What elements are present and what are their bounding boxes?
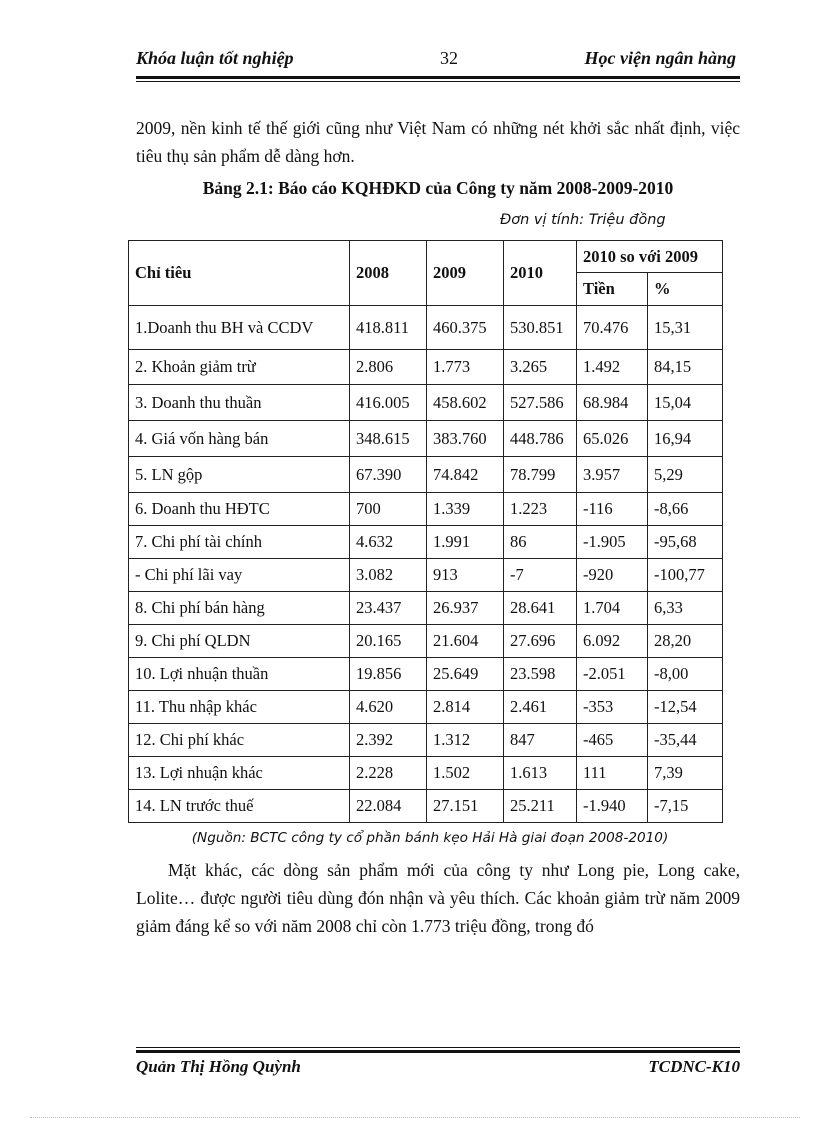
body-paragraph: Mặt khác, các dòng sản phẩm mới của công ty như Long pie, Long cake, Lolite… được người tiêu dùng đón nhận và yêu thích. Các khoản giảm trừ năm 2009 giảm đáng kể so với năm 2008 chỉ còn 1.773 triệu đồng, trong đó — [136, 860, 740, 936]
cell-y2009: 25.649 — [427, 658, 504, 691]
cell-name: 2. Khoản giảm trừ — [129, 350, 350, 385]
cell-y2008: 700 — [350, 493, 427, 526]
table-row — [129, 691, 723, 724]
table-row — [129, 592, 723, 625]
cell-y2010: 3.265 — [504, 350, 577, 385]
cell-money: -353 — [577, 691, 648, 724]
table-row — [129, 421, 723, 457]
cell-percent: 28,20 — [648, 625, 723, 658]
cell-y2010: 86 — [504, 526, 577, 559]
cell-name: 8. Chi phí bán hàng — [129, 592, 350, 625]
cell-y2008: 23.437 — [350, 592, 427, 625]
table-row — [129, 526, 723, 559]
table-row — [129, 658, 723, 691]
cell-percent: -100,77 — [648, 559, 723, 592]
header-2008: 2008 — [350, 241, 427, 306]
cell-y2009: 1.502 — [427, 757, 504, 790]
cell-money: 1.492 — [577, 350, 648, 385]
header-money: Tiền — [577, 273, 648, 306]
cell-name: 6. Doanh thu HĐTC — [129, 493, 350, 526]
page-bottom-edge — [30, 1117, 800, 1118]
header-percent: % — [648, 273, 723, 306]
cell-y2009: 1.773 — [427, 350, 504, 385]
cell-name: 1.Doanh thu BH và CCDV — [129, 306, 350, 350]
cell-y2009: 1.991 — [427, 526, 504, 559]
cell-money: 68.984 — [577, 385, 648, 421]
cell-y2010: 23.598 — [504, 658, 577, 691]
table-row — [129, 457, 723, 493]
cell-y2008: 22.084 — [350, 790, 427, 823]
cell-money: -116 — [577, 493, 648, 526]
cell-money: 65.026 — [577, 421, 648, 457]
cell-y2009: 2.814 — [427, 691, 504, 724]
cell-money: 6.092 — [577, 625, 648, 658]
table-row — [129, 385, 723, 421]
cell-name: 5. LN gộp — [129, 457, 350, 493]
footer-rule — [136, 1050, 740, 1053]
cell-percent: 15,31 — [648, 306, 723, 350]
cell-money: 70.476 — [577, 306, 648, 350]
cell-y2008: 2.806 — [350, 350, 427, 385]
header-2010: 2010 — [504, 241, 577, 306]
cell-y2010: 2.461 — [504, 691, 577, 724]
table-row — [129, 559, 723, 592]
cell-y2010: 27.696 — [504, 625, 577, 658]
page-footer — [136, 1057, 740, 1077]
cell-name: 11. Thu nhập khác — [129, 691, 350, 724]
footer-class: TCDNC-K10 — [648, 1057, 740, 1076]
table-row — [129, 724, 723, 757]
cell-percent: -8,00 — [648, 658, 723, 691]
header-2009: 2009 — [427, 241, 504, 306]
cell-y2008: 20.165 — [350, 625, 427, 658]
cell-money: -2.051 — [577, 658, 648, 691]
cell-y2009: 26.937 — [427, 592, 504, 625]
cell-money: 1.704 — [577, 592, 648, 625]
header-institution: Học viện ngân hàng — [584, 48, 736, 68]
cell-money: -920 — [577, 559, 648, 592]
cell-percent: 5,29 — [648, 457, 723, 493]
cell-name: 12. Chi phí khác — [129, 724, 350, 757]
table-row — [129, 493, 723, 526]
cell-y2009: 1.312 — [427, 724, 504, 757]
cell-money: 111 — [577, 757, 648, 790]
page-number: 32 — [440, 48, 458, 68]
footer-rule-thin — [136, 1047, 740, 1048]
footer-author: Quản Thị Hồng Quỳnh — [136, 1057, 301, 1076]
cell-y2010: 1.613 — [504, 757, 577, 790]
cell-y2008: 416.005 — [350, 385, 427, 421]
cell-name: 14. LN trước thuế — [129, 790, 350, 823]
table-row — [129, 790, 723, 823]
cell-percent: -35,44 — [648, 724, 723, 757]
cell-y2010: 448.786 — [504, 421, 577, 457]
header-compare: 2010 so với 2009 — [577, 241, 723, 273]
cell-y2010: 847 — [504, 724, 577, 757]
source-note: (Nguồn: BCTC công ty cổ phần bánh kẹo Hải Hà giai đoạn 2008-2010) — [191, 830, 669, 846]
cell-y2010: 1.223 — [504, 493, 577, 526]
cell-percent: -12,54 — [648, 691, 723, 724]
cell-y2008: 418.811 — [350, 306, 427, 350]
cell-y2008: 67.390 — [350, 457, 427, 493]
cell-y2009: 21.604 — [427, 625, 504, 658]
cell-y2010: 25.211 — [504, 790, 577, 823]
cell-y2009: 1.339 — [427, 493, 504, 526]
cell-y2008: 4.632 — [350, 526, 427, 559]
cell-money: -465 — [577, 724, 648, 757]
cell-y2008: 348.615 — [350, 421, 427, 457]
cell-y2009: 460.375 — [427, 306, 504, 350]
header-rule — [136, 76, 740, 79]
cell-y2008: 2.392 — [350, 724, 427, 757]
cell-y2009: 27.151 — [427, 790, 504, 823]
cell-y2010: -7 — [504, 559, 577, 592]
cell-y2010: 527.586 — [504, 385, 577, 421]
cell-y2010: 78.799 — [504, 457, 577, 493]
cell-name: - Chi phí lãi vay — [129, 559, 350, 592]
table-caption: Bảng 2.1: Báo cáo KQHĐKD của Công ty năm 2008-2009-2010 — [202, 178, 674, 198]
unit-note: Đơn vị tính: Triệu đồng — [500, 212, 666, 228]
cell-money: 3.957 — [577, 457, 648, 493]
cell-name: 9. Chi phí QLDN — [129, 625, 350, 658]
cell-y2008: 19.856 — [350, 658, 427, 691]
cell-percent: -95,68 — [648, 526, 723, 559]
cell-percent: 7,39 — [648, 757, 723, 790]
header-indicator: Chỉ tiêu — [129, 241, 350, 306]
cell-y2008: 2.228 — [350, 757, 427, 790]
cell-name: 4. Giá vốn hàng bán — [129, 421, 350, 457]
cell-money: -1.905 — [577, 526, 648, 559]
cell-y2008: 3.082 — [350, 559, 427, 592]
cell-percent: -8,66 — [648, 493, 723, 526]
page-header — [136, 48, 736, 74]
cell-percent: -7,15 — [648, 790, 723, 823]
cell-y2008: 4.620 — [350, 691, 427, 724]
cell-percent: 84,15 — [648, 350, 723, 385]
cell-name: 10. Lợi nhuận thuần — [129, 658, 350, 691]
cell-percent: 6,33 — [648, 592, 723, 625]
table-row — [129, 757, 723, 790]
table-row — [129, 350, 723, 385]
cell-name: 13. Lợi nhuận khác — [129, 757, 350, 790]
table-row — [129, 306, 723, 350]
header-thesis-label: Khóa luận tốt nghiệp — [136, 48, 294, 68]
cell-y2009: 458.602 — [427, 385, 504, 421]
income-statement-table — [128, 240, 723, 823]
intro-paragraph: 2009, nền kinh tế thế giới cũng như Việt Nam có những nét khởi sắc nhất định, việc tiêu thụ sản phẩm dễ dàng hơn. — [136, 118, 740, 166]
cell-name: 7. Chi phí tài chính — [129, 526, 350, 559]
cell-y2010: 530.851 — [504, 306, 577, 350]
cell-name: 3. Doanh thu thuần — [129, 385, 350, 421]
cell-percent: 16,94 — [648, 421, 723, 457]
table-row — [129, 625, 723, 658]
cell-y2009: 74.842 — [427, 457, 504, 493]
cell-y2009: 383.760 — [427, 421, 504, 457]
header-rule-thin — [136, 81, 740, 82]
cell-percent: 15,04 — [648, 385, 723, 421]
cell-money: -1.940 — [577, 790, 648, 823]
cell-y2010: 28.641 — [504, 592, 577, 625]
cell-y2009: 913 — [427, 559, 504, 592]
